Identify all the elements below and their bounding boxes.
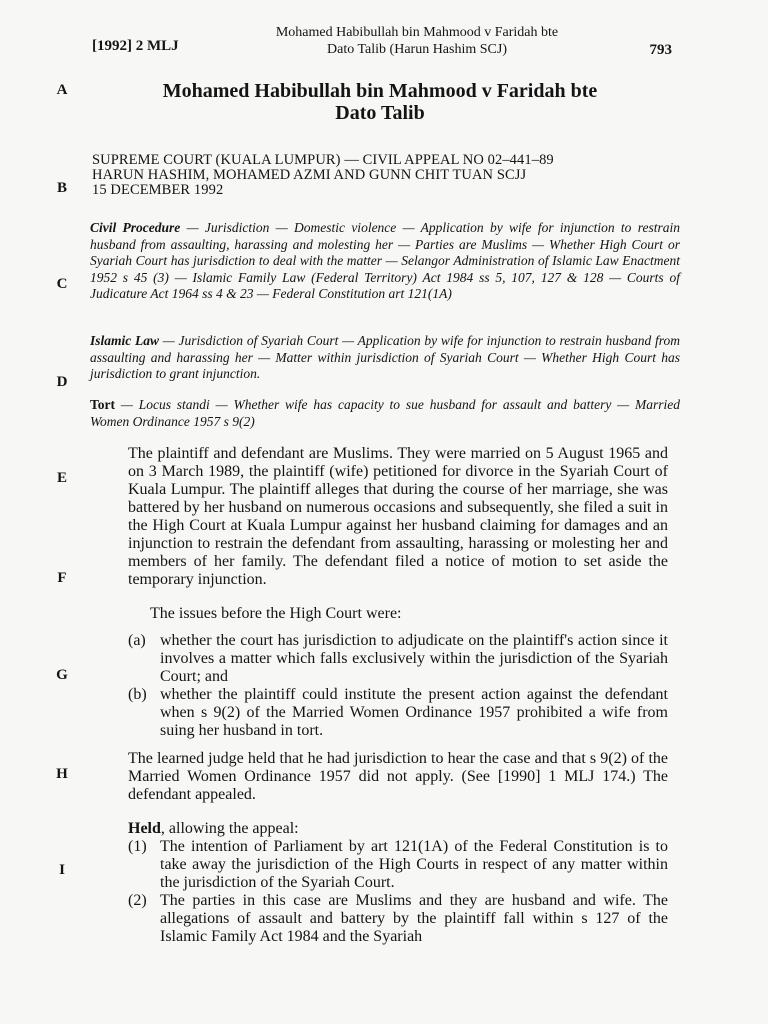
list-marker: (b)	[128, 686, 147, 703]
page-number: 793	[649, 42, 672, 58]
catchword-subject: Islamic Law	[90, 333, 160, 348]
held-list	[128, 838, 668, 946]
list-text: The parties in this case are Muslims and they are husband and wife. The allegations of assault and battery by the plaintiff fall within s 127 of the Islamic Family Act 1984 and the Syariah	[160, 892, 668, 945]
facts-paragraph: The plaintiff and defendant are Muslims. They were married on 5 August 1965 and on 3 March 1989, the plaintiff (wife) petitioned for divorce in the Syariah Court of Kuala Lumpur. The plaintiff alleges that during the course of her marriage, she was battered by her husband on numerous occasions and subsequently, she filed a suit in the High Court at Kuala Lumpur against her husband claiming for damages and an injunction to restrain the defendant from assaulting, harassing or molesting her and members of her family. The defendant filed a notice of motion to set aside the temporary injunction.	[128, 445, 668, 588]
list-text: whether the court has jurisdiction to adjudicate on the plaintiff's action since it involves a matter which falls exclusively within the jurisdiction of the Syariah Court; and	[160, 632, 668, 685]
list-item	[128, 632, 668, 686]
date-line: 15 DECEMBER 1992	[92, 182, 224, 198]
judge-paragraph: The learned judge held that he had jurisdiction to hear the case and that s 9(2) of the Married Women Ordinance 1957 did not apply. (See [1990] 1 MLJ 174.) The defendant appealed.	[128, 750, 668, 803]
catchword-text: — Locus standi — Whether wife has capacity to sue husband for assault and battery — Married Women Ordinance 1957 s 9(2)	[90, 397, 680, 429]
catchword-tort	[90, 397, 680, 430]
issues-intro: The issues before the High Court were:	[150, 605, 402, 622]
list-marker: (a)	[128, 632, 146, 649]
list-item	[128, 686, 668, 740]
catchword-islamic-law	[90, 333, 680, 383]
list-marker: (2)	[128, 892, 147, 909]
catchword-text: — Jurisdiction of Syariah Court — Application by wife for injunction to restrain husband from assaulting and harassing her — Matter within jurisdiction of Syariah Court — Whether High Court has jurisdiction to grant injunction.	[90, 333, 680, 381]
margin-letter-a: A	[56, 82, 68, 98]
judges-line: HARUN HASHIM, MOHAMED AZMI AND GUNN CHIT TUAN SCJJ	[92, 167, 527, 183]
court-line: SUPREME COURT (KUALA LUMPUR) — CIVIL APPEAL NO 02–441–89	[92, 152, 554, 168]
margin-letter-e: E	[56, 470, 67, 486]
running-title	[232, 24, 602, 58]
case-title-line2: Dato Talib	[335, 102, 425, 124]
running-title-line1: Mohamed Habibullah bin Mahmood v Faridah bte	[275, 25, 559, 40]
running-title-line2: Dato Talib (Harun Hashim SCJ)	[327, 42, 507, 57]
held-intro: , allowing the appeal:	[160, 820, 299, 837]
list-marker: (1)	[128, 838, 147, 855]
margin-letter-g: G	[56, 667, 68, 683]
catchword-subject: Civil Procedure	[90, 220, 181, 235]
margin-letter-c: C	[56, 276, 68, 292]
catchword-subject: Tort	[90, 397, 116, 412]
list-item	[128, 892, 668, 946]
margin-letter-b: B	[56, 180, 67, 196]
list-text: whether the plaintiff could institute the present action against the defendant when s 9(2) of the Married Women Ordinance 1957 prohibited a wife from suing her husband in tort.	[160, 686, 668, 739]
list-text: The intention of Parliament by art 121(1A) of the Federal Constitution is to take away the jurisdiction of the High Courts in respect of any matter within the jurisdiction of the Syariah Court.	[160, 838, 668, 891]
held-label: Held	[128, 820, 161, 837]
margin-letter-d: D	[56, 374, 68, 390]
case-title	[110, 80, 650, 124]
case-title-line1: Mohamed Habibullah bin Mahmood v Faridah bte	[162, 80, 598, 102]
court-info	[92, 153, 682, 198]
margin-letter-i: I	[59, 862, 65, 878]
catchword-civil-procedure	[90, 220, 680, 303]
margin-letter-f: F	[57, 570, 67, 586]
catchword-text: — Jurisdiction — Domestic violence — Application by wife for injunction to restrain husband from assaulting, harassing and molesting her — Parties are Muslims — Whether High Court or Syariah Court has jurisdiction to deal with the matter — Selangor Administration of Islamic Law Enactment 1952 s 45 (3) — Islamic Family Law (Federal Territory) Act 1984 ss 5, 107, 127 & 128 — Courts of Judicature Act 1964 ss 4 & 23 — Federal Constitution art 121(1A)	[90, 220, 680, 301]
report-citation: [1992] 2 MLJ	[92, 38, 179, 54]
list-item	[128, 838, 668, 892]
margin-letter-h: H	[56, 766, 68, 782]
issues-list	[128, 632, 668, 740]
held-heading	[128, 820, 668, 838]
